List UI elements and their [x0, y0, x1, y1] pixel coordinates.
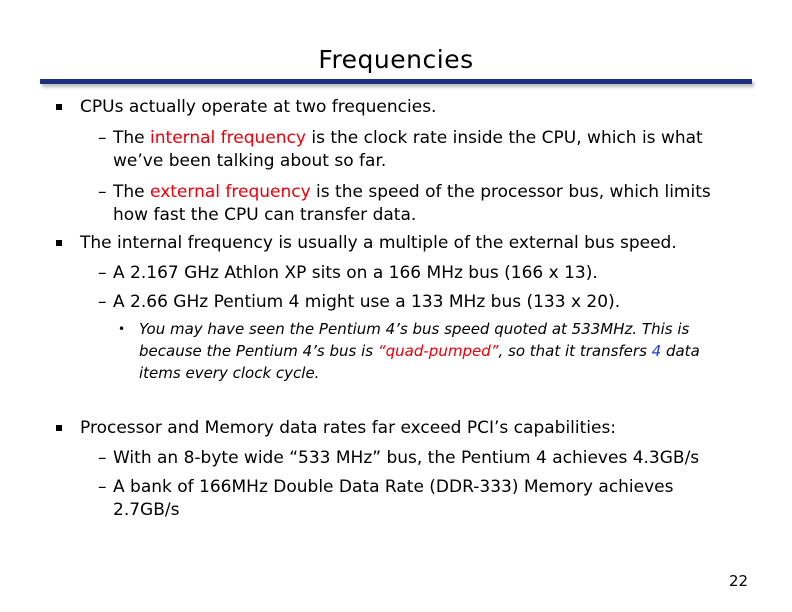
- text-segment: , so that it transfers: [498, 342, 652, 360]
- sub-bullet-ddr-memory-continued: 2.7GB/s: [113, 500, 180, 520]
- title-underline: [40, 79, 752, 84]
- text-segment: The: [113, 182, 151, 202]
- sub-bullet-internal-frequency-continued: we’ve been talking about so far.: [113, 151, 387, 171]
- note-line-3: items every clock cycle.: [139, 364, 320, 382]
- dash-icon: –: [98, 477, 107, 497]
- text-segment: is the clock rate inside the CPU, which is what: [305, 128, 703, 148]
- sub-bullet-external-frequency-continued: how fast the CPU can transfer data.: [113, 205, 417, 225]
- bullet-square-icon: [56, 240, 62, 246]
- bullet-cpu-frequencies: CPUs actually operate at two frequencies.: [80, 97, 437, 117]
- note-line-2: [139, 340, 700, 362]
- text-segment: because the Pentium 4’s bus is: [139, 342, 378, 360]
- page-number: 22: [729, 572, 749, 590]
- sub-bullet-ddr-memory: A bank of 166MHz Double Data Rate (DDR-333) Memory achieves: [113, 477, 674, 497]
- dash-icon: –: [98, 182, 107, 202]
- bullet-data-rates: Processor and Memory data rates far exceed PCI’s capabilities:: [80, 418, 617, 438]
- highlight-quad-pumped: “quad-pumped”: [377, 342, 499, 360]
- highlight-internal-frequency: internal frequency: [150, 128, 306, 148]
- bullet-square-icon: [56, 104, 62, 110]
- dash-icon: –: [98, 263, 107, 283]
- bullet-square-icon: [56, 425, 62, 431]
- text-segment: is the speed of the processor bus, which limits: [310, 182, 711, 202]
- highlight-number-4: 4: [651, 342, 662, 360]
- sub-bullet-pentium-bus: With an 8-byte wide “533 MHz” bus, the Pentium 4 achieves 4.3GB/s: [113, 448, 700, 468]
- dot-bullet-icon: •: [118, 322, 126, 336]
- sub-bullet-athlon: A 2.167 GHz Athlon XP sits on a 166 MHz bus (166 x 13).: [113, 263, 598, 283]
- dash-icon: –: [98, 292, 107, 312]
- highlight-external-frequency: external frequency: [150, 182, 311, 202]
- sub-bullet-pentium: A 2.66 GHz Pentium 4 might use a 133 MHz bus (133 x 20).: [113, 292, 621, 312]
- sub-bullet-external-frequency: [113, 181, 711, 204]
- slide-title: Frequencies: [318, 45, 474, 74]
- text-segment: data: [661, 342, 700, 360]
- text-segment: The: [113, 128, 151, 148]
- bullet-internal-multiple: The internal frequency is usually a multiple of the external bus speed.: [80, 233, 677, 253]
- sub-bullet-internal-frequency: [113, 127, 703, 150]
- dash-icon: –: [98, 128, 107, 148]
- dash-icon: –: [98, 448, 107, 468]
- note-line-1: You may have seen the Pentium 4’s bus speed quoted at 533MHz. This is: [139, 320, 690, 338]
